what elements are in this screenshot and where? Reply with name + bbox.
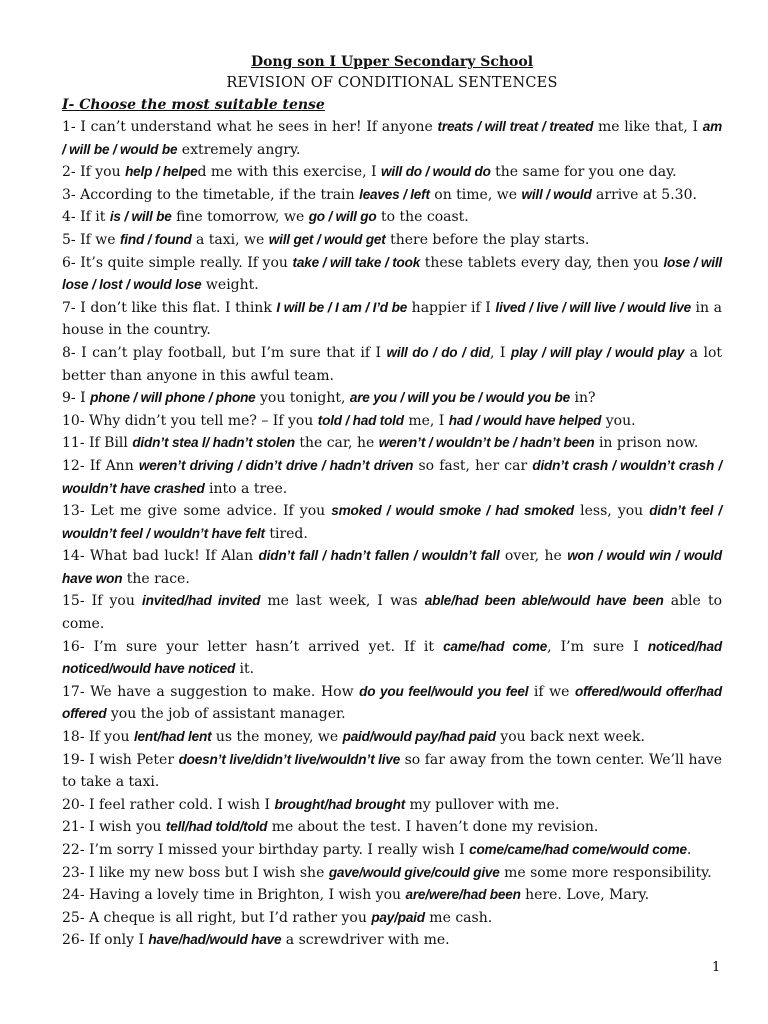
question-text: you. [601,412,636,429]
worksheet-page [62,52,722,952]
answer-options: didn’t fall / hadn’t fallen / wouldn’t fall [258,548,500,564]
question-text: 24- Having a lovely time in Brighton, I wish you [62,887,406,904]
question-item [62,726,722,749]
answer-options: find / found [119,231,192,247]
question-text: the race. [122,570,190,587]
answer-options: phone / will phone / phone [90,390,256,406]
question-text: tired. [264,525,308,542]
question-text: in? [570,390,596,407]
answer-options: am / will be / would be [62,119,722,157]
question-text: a screwdriver with me. [281,932,450,949]
question-text: 12- If Ann [62,457,139,474]
answer-options: able/had been able/would have been [424,593,664,609]
question-item [62,252,722,297]
question-item [62,184,722,207]
question-text: 26- If only I [62,932,149,949]
answer-options: didn’t crash / wouldn’t crash / wouldn’t have crashed [62,457,722,496]
question-text: 1- I can’t understand what he sees in her! If anyone [62,119,438,135]
question-item [62,455,722,500]
question-text: , I’m sure I [547,638,648,655]
question-text: a lot better than anyone in this awful team. [62,344,723,384]
answer-options: invited/had invited [142,593,261,609]
question-text: me, I [403,412,449,429]
worksheet-title: REVISION OF CONDITIONAL SENTENCES [226,75,558,91]
question-text: fine tomorrow, we [171,209,309,226]
answer-options: offered/would offer/had offered [62,683,722,722]
question-item [62,410,722,433]
question-text: me about the test. I haven’t done my revision. [267,819,599,836]
question-text: in prison now. [594,435,699,452]
question-text: 4- If it [62,209,110,226]
question-item [62,636,722,681]
question-item [62,387,722,410]
question-text: 19- I wish Peter [62,751,179,768]
question-text: the car, he [294,435,379,452]
question-text: so fast, her car [413,457,533,474]
question-text: 18- If you [62,729,134,746]
question-item [62,297,722,342]
question-text: 8- I can’t play football, but I’m sure that if I [62,344,387,361]
question-item [62,432,722,455]
question-item [62,794,722,817]
answer-options: do you feel/would you feel [359,683,529,699]
question-item [62,342,722,387]
question-text: 13- Let me give some advice. If you [62,503,332,520]
question-text: , I [489,344,511,361]
question-text: me last week, I was [260,593,425,610]
answer-options: take / will take / took [292,254,421,270]
question-text: you tonight, [255,390,350,407]
question-text: over, he [499,548,568,565]
answer-options: will / would [521,186,592,202]
question-item [62,862,722,885]
answer-options: didn’t stea l/ hadn’t stolen [132,435,295,451]
question-text: into a tree. [204,480,288,497]
question-item [62,839,722,862]
answer-options: tell/had told/told [165,819,268,835]
question-item [62,929,722,952]
question-item [62,907,722,930]
answer-options: doesn’t live/didn’t live/wouldn’t live [178,751,401,767]
question-text: there before the play starts. [385,231,590,248]
question-text: . [686,842,692,858]
question-text: extremely angry. [177,141,301,158]
question-item [62,681,722,726]
answer-options: had / would have helped [448,412,602,428]
question-text: 7- I don’t like this flat. I think [62,299,277,316]
question-text: 23- I like my new boss but I wish she [62,864,329,881]
answer-options: lose / will lose / lost / would lose [62,254,722,293]
answer-options: gave/would give/could give [328,864,500,880]
question-item [62,229,722,252]
question-item [62,116,722,161]
question-text: it. [235,661,255,678]
answer-options: come/came/had come/would come [469,842,687,857]
answer-options: treats / will treat / treated [437,119,594,134]
question-text: me cash. [424,909,493,926]
question-text: 17- We have a suggestion to make. How [62,683,360,700]
answer-options: leaves / left [359,186,430,202]
page-number: 1 [712,960,721,975]
question-text: a taxi, we [191,231,269,248]
answer-options: lived / live / will live / would live [495,299,691,315]
answer-options: told / had told [317,412,404,428]
section-heading: I- Choose the most suitable tense [62,97,325,113]
question-text: here. Love, Mary. [520,887,650,904]
question-text: 6- It’s quite simple really. If you [62,254,293,271]
answer-options: play / will play / would play [510,344,685,360]
question-text: my pullover with me. [405,796,560,813]
question-item [62,816,722,839]
question-list [62,116,722,952]
answer-options: I will be / I am / I’d be [276,299,408,315]
answer-options: weren’t driving / didn’t drive / hadn’t driven [138,457,414,473]
question-text: 21- I wish you [62,819,166,836]
question-text: 25- A cheque is all right, but I’d rather you [62,909,372,926]
question-text: 9- I [62,390,91,407]
question-text: us the money, we [211,729,343,746]
question-text: d me with this exercise, I [197,164,382,181]
answer-options: pay/paid [371,909,425,925]
question-item [62,206,722,229]
school-name: Dong son I Upper Secondary School [250,54,534,70]
question-item [62,161,722,184]
answer-options: paid/would pay/had paid [342,729,496,745]
question-text: these tablets every day, then you [420,254,664,271]
answer-options: will do / do / did [386,344,490,360]
answer-options: weren’t / wouldn’t be / hadn’t been [378,435,595,451]
question-text: so far away from the town center. We’ll have to take a taxi. [62,751,723,791]
question-text: you back next week. [495,729,645,746]
question-text: if we [528,683,575,700]
question-text: 11- If Bill [62,435,133,452]
answer-options: are/were/had been [405,887,521,903]
question-item [62,545,722,590]
question-text: on time, we [429,186,522,203]
question-text: me some more responsibility. [499,864,712,881]
answer-options: go / will go [308,209,377,225]
answer-options: came/had come [443,638,548,654]
question-text: 22- I’m sorry I missed your birthday party. I really wish I [62,842,470,858]
question-text: 5- If we [62,231,120,248]
question-text: in a house in the country. [62,299,722,339]
question-text: weight. [201,277,259,294]
question-text: me like that, I [593,119,703,135]
question-text: able to come. [62,593,722,633]
question-text: 20- I feel rather cold. I wish I [62,796,275,813]
answer-options: brought/had brought [274,796,406,812]
question-text: 2- If you [62,164,126,181]
answer-options: help / helpe [125,164,198,180]
answer-options: won / would win / would have won [62,548,722,586]
question-text: to the coast. [376,209,469,226]
question-text: 14- What bad luck! If Alan [62,548,259,565]
question-text: happier if I [407,299,496,316]
answer-options: noticed/had noticed/would have noticed [62,638,722,677]
answer-options: have/had/would have [148,932,282,948]
question-text: 10- Why didn’t you tell me? – If you [62,412,318,429]
question-text: less, you [574,503,650,520]
answer-options: will do / would do [381,164,491,180]
answer-options: didn’t feel / wouldn’t feel / wouldn’t have felt [62,503,722,541]
question-text: 15- If you [62,593,143,610]
answer-options: are you / will you be / would you be [349,390,571,406]
question-text: arrive at 5.30. [591,186,697,203]
question-text: the same for you one day. [490,164,677,181]
question-text: you the job of assistant manager. [106,706,346,723]
question-item [62,590,722,635]
question-item [62,500,722,545]
question-item [62,884,722,907]
answer-options: is / will be [109,209,172,225]
question-text: 3- According to the timetable, if the train [62,186,360,203]
question-text: 16- I’m sure your letter hasn’t arrived yet. If it [62,638,444,655]
answer-options: will get / would get [268,231,386,247]
question-item [62,749,722,794]
answer-options: lent/had lent [133,729,212,745]
answer-options: smoked / would smoke / had smoked [331,503,575,519]
